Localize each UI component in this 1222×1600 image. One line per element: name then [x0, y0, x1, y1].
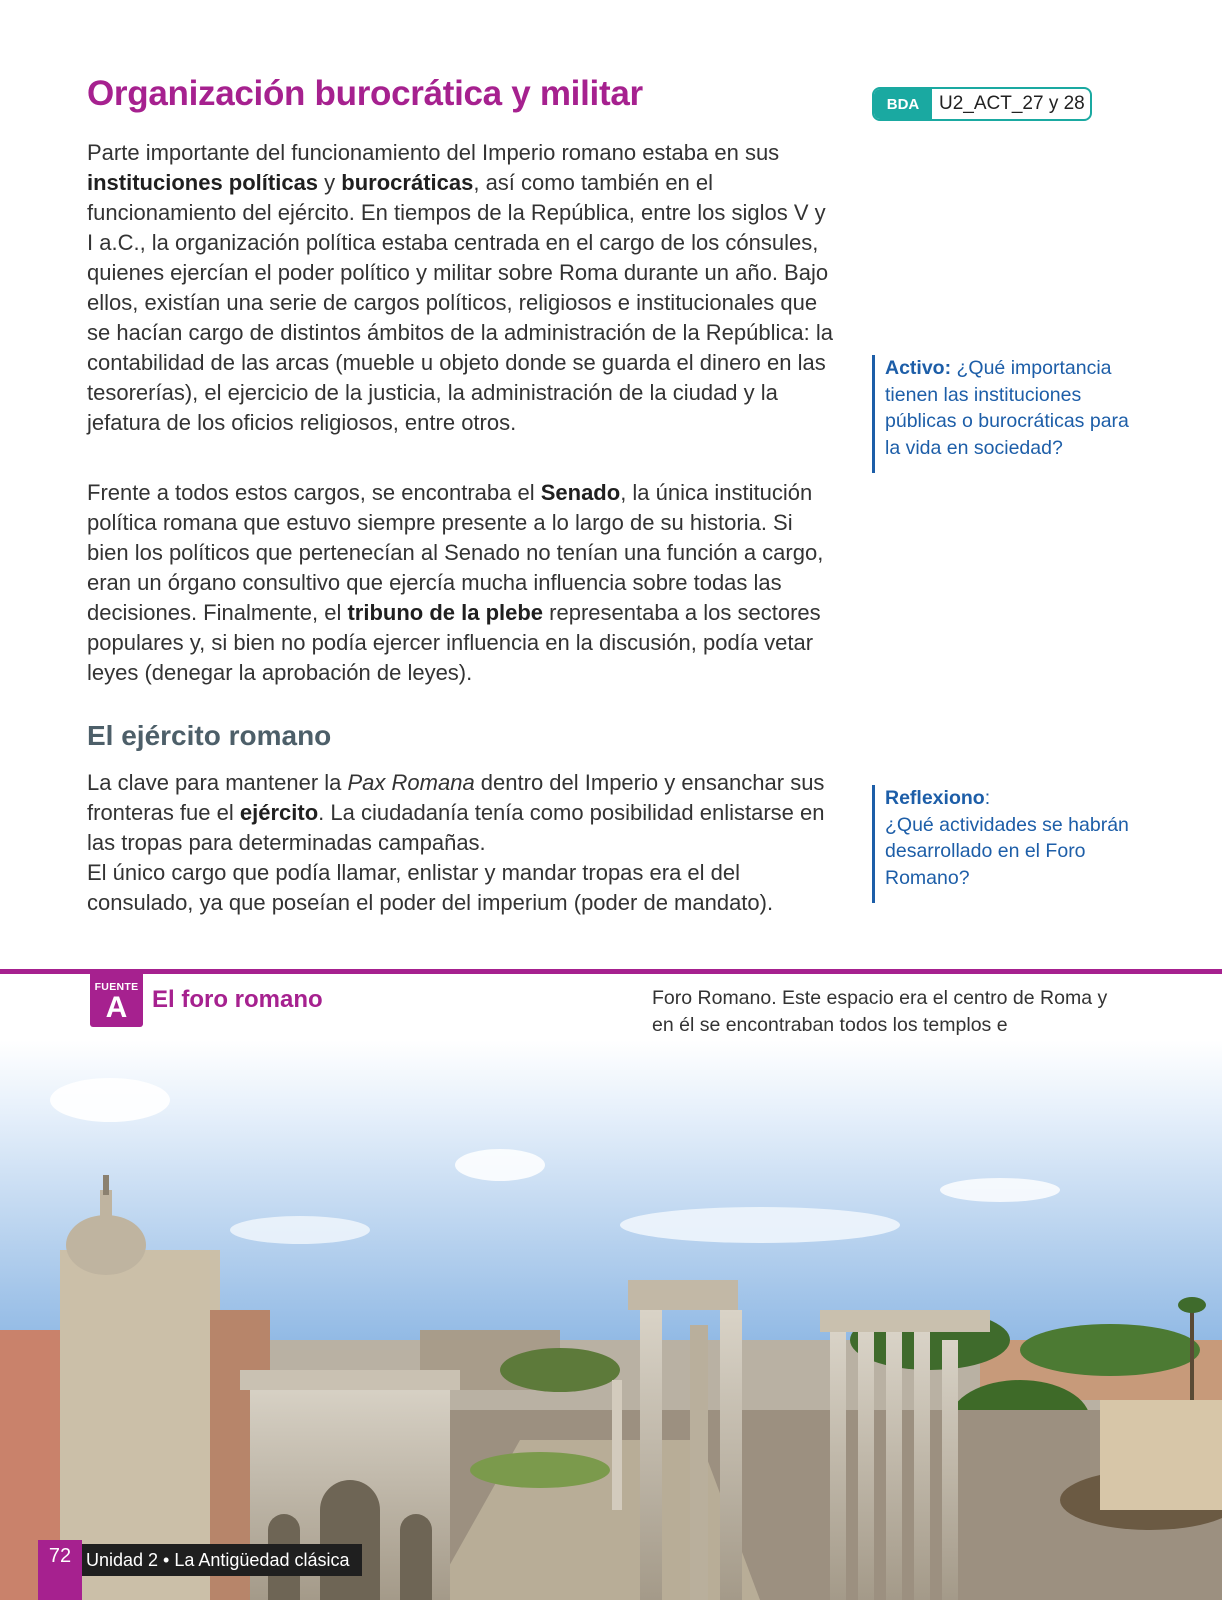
- fuente-label: FUENTE: [94, 981, 139, 993]
- keyword-senado: Senado: [540, 480, 621, 505]
- keyword-ejercito: ejército: [239, 800, 319, 825]
- source-title: El foro romano: [152, 986, 323, 1013]
- fuente-badge: [90, 973, 143, 1027]
- text-run: . La ciudadanía tenía como posibilidad enlistarse en las tropas para determinadas campañas.: [87, 800, 825, 855]
- paragraph-senado: [87, 478, 837, 688]
- page-title: Organización burocrática y militar: [87, 74, 643, 113]
- sidenote-sep: :: [984, 787, 991, 809]
- text-run: Frente a todos estos cargos, se encontraba el: [87, 480, 541, 505]
- unit-label: Unidad 2 • La Antigüedad clásica: [82, 1544, 362, 1576]
- sidenote-reflexiono: [872, 785, 1135, 903]
- text-run: , así como también en el funcionamiento del ejército. En tiempos de la República, entre los siglos V y I a.C., la organización política estaba centrada en el cargo de los cónsules, quienes ejercían el poder político y militar sobre Roma durante un año. Bajo ellos, existían una serie de cargos políticos, religiosos e institucionales que se hacían cargo de distintos ámbitos de la administración de la República: la contabilidad de las arcas (mueble u objeto donde se guarda el dinero en las tesorerías), el ejercicio de la justicia, la administración de la ciudad y la jefatura de los oficios religiosos, entre otros.: [87, 170, 833, 435]
- text-run: , la única institución política romana que estuvo siempre presente a lo largo de su historia. Si bien los políticos que pertenecían al Senado no tenían una función a cargo, eran un órgano consultivo que ejercía mucha influencia sobre todas las decisiones. Finalmente, el: [87, 480, 824, 625]
- sidenote-text: ¿Qué importancia tienen las instituciones públicas o burocráticas para la vida en sociedad?: [885, 357, 1129, 459]
- bda-badge[interactable]: [872, 87, 1092, 121]
- sidenote-label: Activo:: [885, 357, 952, 379]
- keyword-burocraticas: burocráticas: [341, 170, 474, 195]
- bda-tag: BDA: [874, 89, 932, 119]
- text-run: representaba a los sectores populares y, si bien no podía ejercer influencia en la discusión, podía vetar leyes (denegar la aprobación de leyes).: [87, 600, 821, 685]
- paragraph-ejercito: [87, 768, 837, 918]
- term-pax-romana: Pax Romana: [347, 770, 475, 795]
- fuente-letter: A: [105, 991, 128, 1024]
- source-divider: [0, 969, 1222, 974]
- sidenote-label: Reflexiono: [885, 787, 985, 809]
- text-run: El único cargo que podía llamar, enlistar y mandar tropas era el del consulado, ya que poseían el poder del imperium (poder de mandato).: [87, 860, 774, 915]
- paragraph-organizacion: [87, 138, 837, 438]
- keyword-instituciones: instituciones políticas: [87, 170, 319, 195]
- roman-forum-illustration: [0, 1040, 1222, 1600]
- text-run: La clave para mantener la: [87, 770, 348, 795]
- text-run: Parte importante del funcionamiento del Imperio romano estaba en sus: [87, 140, 780, 165]
- sidenote-text: ¿Qué actividades se habrán desarrollado en el Foro Romano?: [885, 813, 1129, 889]
- keyword-tribuno: tribuno de la plebe: [347, 600, 544, 625]
- page-number: 72: [38, 1540, 82, 1600]
- photo-caption: Foro Romano. Este espacio era el centro de Roma y en él se encontraban todos los templos e: [652, 987, 1108, 1036]
- text-run: y: [318, 170, 342, 195]
- text-run: dentro del Imperio y ensanchar sus fronteras fue el: [87, 770, 825, 825]
- bda-code: U2_ACT_27 y 28: [939, 93, 1085, 114]
- sidenote-activo: [872, 355, 1135, 473]
- section-heading-ejercito: El ejército romano: [87, 720, 332, 751]
- roman-forum-photo: [0, 1040, 1222, 1600]
